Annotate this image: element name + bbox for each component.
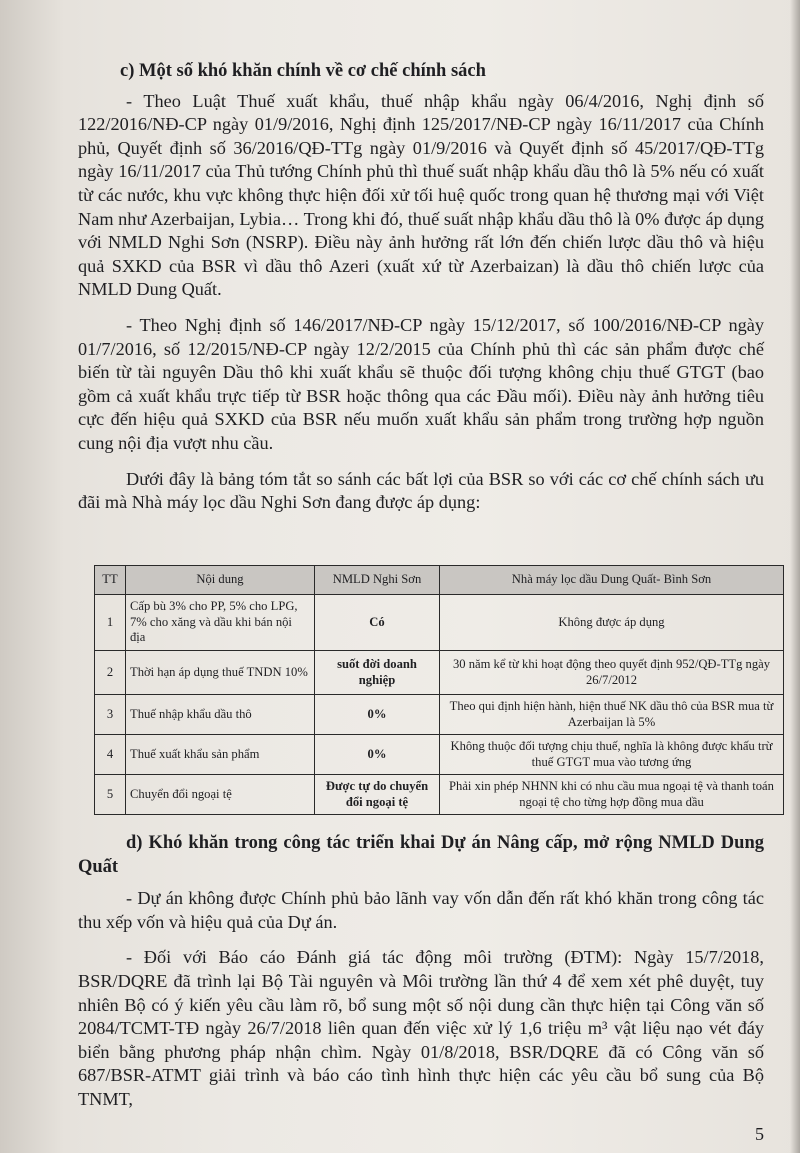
page-edge-shadow: [790, 0, 800, 1153]
cell-tt: 1: [95, 595, 126, 651]
cell-noi-dung: Chuyển đổi ngoại tệ: [126, 775, 315, 815]
cell-nghi-son: suốt đời doanh nghiệp: [315, 651, 440, 695]
page-number: 5: [755, 1124, 764, 1144]
header-noi-dung: Nội dung: [126, 566, 315, 595]
cell-nghi-son: Được tự do chuyển đổi ngoại tệ: [315, 775, 440, 815]
section-d-paragraph-1: - Dự án không được Chính phủ bảo lãnh vay vốn dẫn đến rất khó khăn trong công tác thu xếp vốn và hiệu quả của Dự án.: [78, 888, 764, 932]
table-row: [95, 651, 784, 695]
table-row: [95, 735, 784, 775]
table-row: [95, 775, 784, 815]
cell-tt: 5: [95, 775, 126, 815]
cell-dung-quat: Không được áp dụng: [440, 595, 784, 651]
cell-dung-quat: 30 năm kể từ khi hoạt động theo quyết định 952/QĐ-TTg ngày 26/7/2012: [440, 651, 784, 695]
cell-noi-dung: Thời hạn áp dụng thuế TNDN 10%: [126, 651, 315, 695]
section-d-heading: d) Khó khăn trong công tác triển khai Dự án Nâng cấp, mở rộng NMLD Dung Quất: [78, 833, 764, 877]
section-c-paragraph-3: Dưới đây là bảng tóm tắt so sánh các bất lợi của BSR so với các cơ chế chính sách ưu đãi mà Nhà máy lọc dầu Nghi Sơn đang được áp dụng:: [78, 468, 764, 513]
table-row: [95, 695, 784, 735]
table-header-row: [95, 566, 784, 595]
header-tt: TT: [95, 566, 126, 595]
section-d-paragraph-2: - Đối với Báo cáo Đánh giá tác động môi trường (ĐTM): Ngày 15/7/2018, BSR/DQRE đã trình lại Bộ Tài nguyên và Môi trường lần thứ 4 để xem xét phê duyệt, tuy nhiên Bộ có ý kiến yêu cầu làm rõ, bổ sung một số nội dung cần thực hiện tại Công văn số 2084/TCMT-TĐ ngày 26/7/2018 liên quan đến việc xử lý 1,6 triệu m³ vật liệu nạo vét đáy biển bằng phương pháp nhận chìm. Ngày 01/8/2018, BSR/DQRE đã có Công văn số 687/BSR-ATMT giải trình và báo cáo tình hình thực hiện các yêu cầu bổ sung của Bộ TNMT,: [78, 947, 764, 1109]
cell-tt: 3: [95, 695, 126, 735]
cell-dung-quat: Theo qui định hiện hành, hiện thuế NK dầu thô của BSR mua từ Azerbaijan là 5%: [440, 695, 784, 735]
cell-nghi-son: 0%: [315, 695, 440, 735]
cell-tt: 2: [95, 651, 126, 695]
cell-dung-quat: Không thuộc đối tượng chịu thuế, nghĩa là không được khấu trừ thuế GTGT mua vào tương ứng: [440, 735, 784, 775]
table-row: [95, 595, 784, 651]
document-body-lower: [78, 822, 764, 1124]
cell-dung-quat: Phải xin phép NHNN khi có nhu cầu mua ngoại tệ và thanh toán ngoại tệ cho từng hợp đồng mua dầu: [440, 775, 784, 815]
cell-noi-dung: Cấp bù 3% cho PP, 5% cho LPG, 7% cho xăng và dầu khi bán nội địa: [126, 595, 315, 651]
section-c-heading: c) Một số khó khăn chính về cơ chế chính sách: [120, 61, 486, 81]
cell-noi-dung: Thuế nhập khẩu dầu thô: [126, 695, 315, 735]
header-nghi-son: NMLD Nghi Sơn: [315, 566, 440, 595]
cell-tt: 4: [95, 735, 126, 775]
cell-nghi-son: Có: [315, 595, 440, 651]
cell-noi-dung: Thuế xuất khẩu sản phẩm: [126, 735, 315, 775]
header-dung-quat: Nhà máy lọc dầu Dung Quất- Bình Sơn: [440, 566, 784, 595]
document-body: [78, 60, 764, 529]
cell-nghi-son: 0%: [315, 735, 440, 775]
section-c-paragraph-1: - Theo Luật Thuế xuất khẩu, thuế nhập khẩu ngày 06/4/2016, Nghị định số 122/2016/NĐ-CP ngày 01/9/2016, Nghị định 125/2017/NĐ-CP ngày 16/11/2017 của Chính phủ, Quyết định số 36/2016/QĐ-TTg ngày 01/9/2016 và Quyết định số 45/2017/QĐ-TTg ngày 16/11/2017 của Thủ tướng Chính phủ thì thuế suất nhập khẩu dầu thô là 5% nếu có xuất từ các nước, khu vực không thực hiện đối xử tối huệ quốc trong quan hệ thương mại với Việt Nam như Azerbaijan, Lybia… Trong khi đó, thuế suất nhập khẩu dầu thô là 0% được áp dụng với NMLD Nghi Sơn (NSRP). Điều này ảnh hưởng rất lớn đến chiến lược dầu thô và hiệu quả SXKD của BSR vì dầu thô Azeri (xuất xứ từ Azerbaizan) là dầu thô chiến lược của NMLD Dung Quất.: [78, 90, 764, 300]
section-c-paragraph-2: - Theo Nghị định số 146/2017/NĐ-CP ngày 15/12/2017, số 100/2016/NĐ-CP ngày 01/7/2016, số 12/2015/NĐ-CP ngày 12/2/2015 của Chính phủ thì các sản phẩm được chế biến từ tài nguyên Dầu thô khi xuất khẩu sẽ thuộc đối tượng không chịu thuế GTGT (bao gồm cả xuất khẩu trực tiếp từ BSR hoặc thông qua các Đầu mối). Điều này ảnh hưởng tiêu cực đến hiệu quả SXKD của BSR nếu muốn xuất khẩu sản phẩm trong trường hợp nguồn cung nội địa vượt nhu cầu.: [78, 314, 764, 453]
comparison-table: [94, 565, 784, 815]
